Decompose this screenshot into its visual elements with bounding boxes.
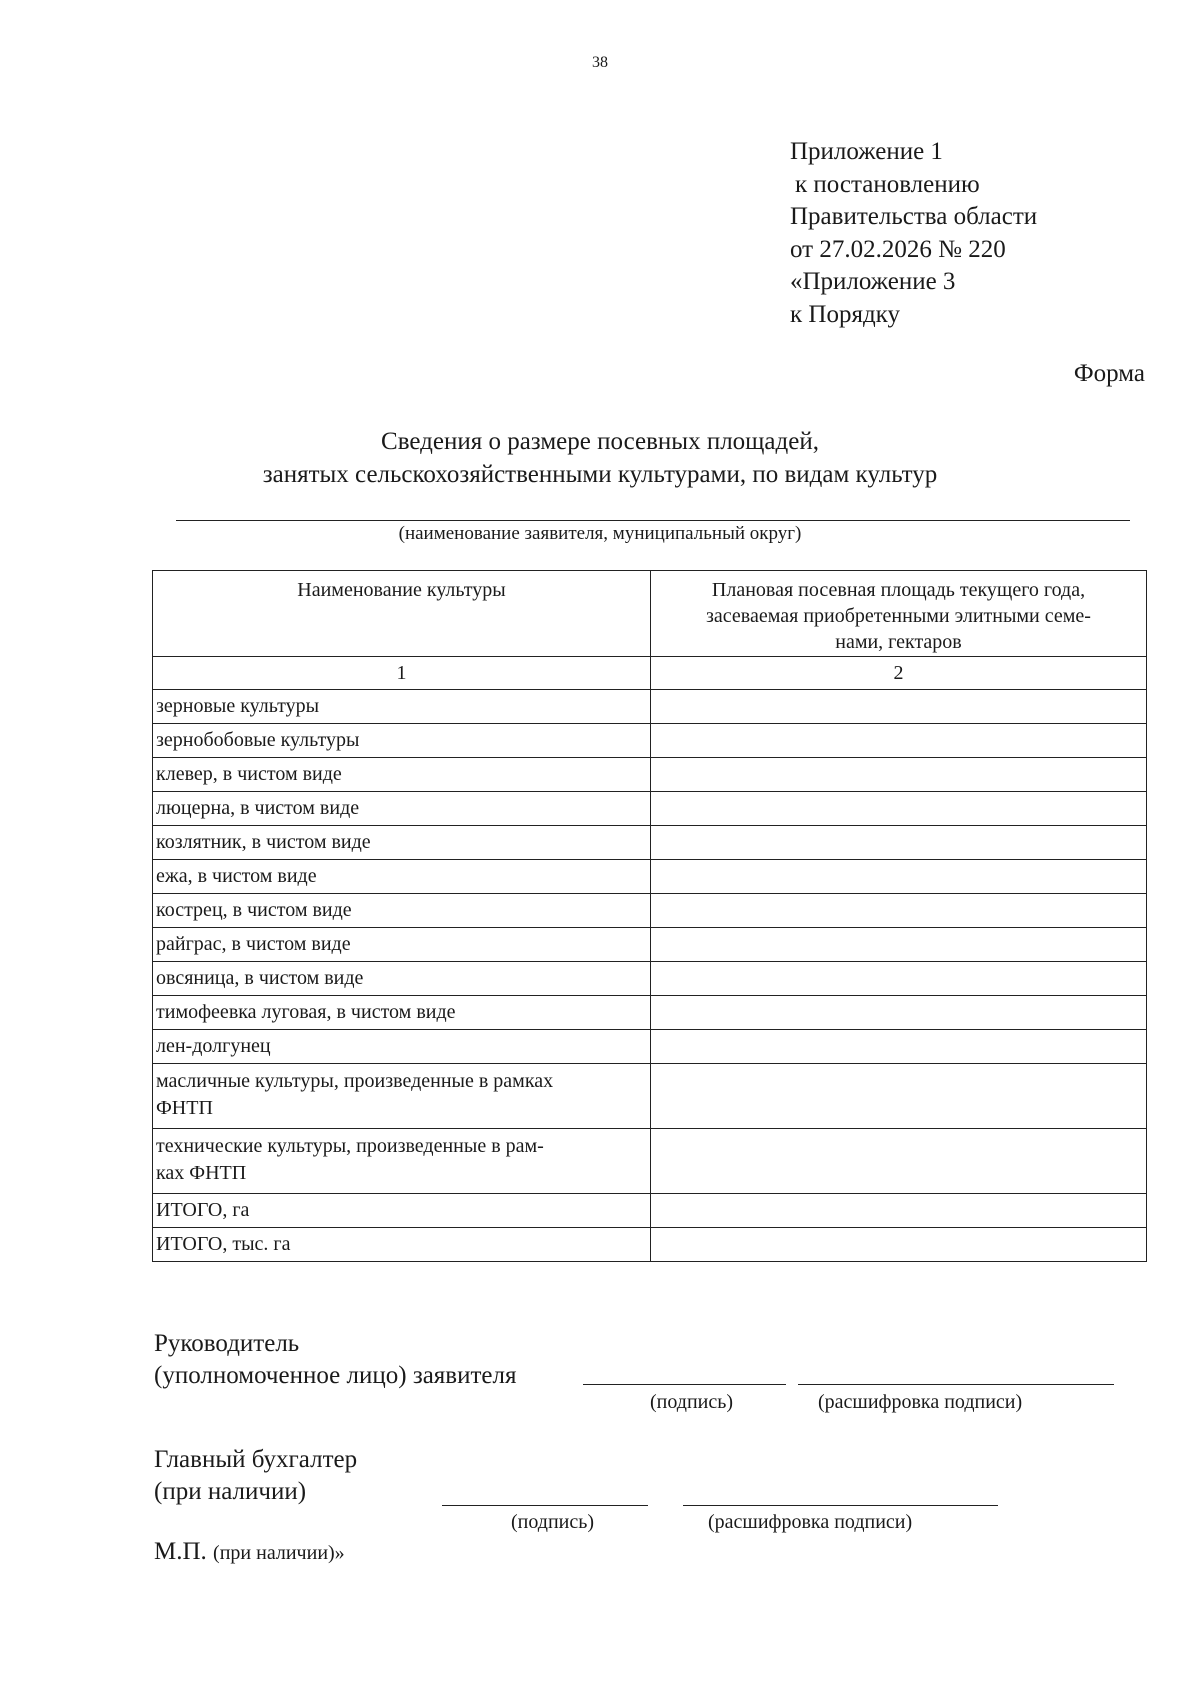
crops-table — [152, 570, 1147, 1262]
appendix-line-5: «Приложение 3 — [790, 268, 956, 295]
stamp-place — [154, 1538, 345, 1566]
stamp-label: М.П. — [154, 1538, 207, 1565]
crop-name-technical — [153, 1129, 651, 1194]
col-header-line-2: засеваемая приобретенными элитными семе- — [706, 605, 1091, 627]
form-label: Форма — [1073, 360, 1145, 387]
area-cell[interactable] — [651, 894, 1147, 928]
col-header-crop-name: Наименование культуры — [153, 571, 651, 657]
title-line-1: Сведения о размере посевных площадей, — [381, 428, 819, 455]
head-decoding-line[interactable] — [798, 1384, 1114, 1385]
head-signature-caption: (подпись) — [650, 1391, 734, 1413]
area-cell[interactable] — [651, 690, 1147, 724]
title-line-2: занятых сельскохозяйственными культурами, по видам культур — [262, 461, 938, 488]
accountant-label-line-2: (при наличии) — [154, 1478, 307, 1505]
applicant-name-line[interactable] — [176, 520, 1130, 521]
col-header-planned-area — [651, 571, 1147, 657]
stamp-note: (при наличии)» — [213, 1542, 345, 1564]
crop-name: козлятник, в чистом виде — [153, 826, 651, 860]
accountant-signature-caption: (подпись) — [511, 1511, 595, 1533]
crop-name: лен-долгунец — [153, 1030, 651, 1064]
area-cell[interactable] — [651, 792, 1147, 826]
area-cell[interactable] — [651, 996, 1147, 1030]
document-title — [0, 425, 1200, 491]
area-cell[interactable] — [651, 1030, 1147, 1064]
area-cell[interactable] — [651, 962, 1147, 996]
head-label-line-1: Руководитель — [154, 1330, 300, 1357]
accountant-decoding-caption: (расшифровка подписи) — [708, 1511, 913, 1533]
appendix-line-3: Правительства области — [790, 203, 1038, 230]
crop-name-oilseeds — [153, 1064, 651, 1129]
technical-line-2: ках ФНТП — [156, 1162, 247, 1184]
head-label-line-2: (уполномоченное лицо) заявителя — [154, 1362, 517, 1389]
area-cell[interactable] — [651, 1129, 1147, 1194]
appendix-line-2: к постановлению — [795, 170, 980, 198]
area-cell[interactable] — [651, 928, 1147, 962]
crop-name: клевер, в чистом виде — [153, 758, 651, 792]
crop-name: зерновые культуры — [153, 690, 651, 724]
col-number-1: 1 — [153, 657, 651, 690]
col-number-2: 2 — [651, 657, 1147, 690]
technical-line-1: технические культуры, произведенные в рам- — [156, 1135, 544, 1157]
crop-name: кострец, в чистом виде — [153, 894, 651, 928]
applicant-caption: (наименование заявителя, муниципальный округ) — [398, 523, 802, 544]
accountant-signature-line[interactable] — [442, 1505, 648, 1506]
appendix-line-6: к Порядку — [790, 300, 900, 328]
crop-name: овсяница, в чистом виде — [153, 962, 651, 996]
total-tha-cell[interactable] — [651, 1228, 1147, 1262]
crop-name: зернобобовые культуры — [153, 724, 651, 758]
area-cell[interactable] — [651, 724, 1147, 758]
head-signature-block — [154, 1328, 516, 1392]
crop-name: тимофеевка луговая, в чистом виде — [153, 996, 651, 1030]
appendix-block — [790, 136, 1037, 331]
page-number: 38 — [592, 54, 608, 71]
col-header-line-3: нами, гектаров — [835, 631, 962, 653]
col-header-line-1: Плановая посевная площадь текущего года, — [711, 579, 1086, 601]
oilseeds-line-1: масличные культуры, произведенные в рамках — [156, 1070, 554, 1092]
total-ha-cell[interactable] — [651, 1194, 1147, 1228]
crop-name: люцерна, в чистом виде — [153, 792, 651, 826]
area-cell[interactable] — [651, 860, 1147, 894]
crop-name: ежа, в чистом виде — [153, 860, 651, 894]
appendix-line-4: от 27.02.2026 № 220 — [790, 235, 1006, 263]
total-ha-label: ИТОГО, га — [153, 1194, 651, 1228]
crop-name: райграс, в чистом виде — [153, 928, 651, 962]
accountant-decoding-line[interactable] — [683, 1505, 998, 1506]
oilseeds-line-2: ФНТП — [156, 1097, 213, 1119]
head-decoding-caption: (расшифровка подписи) — [818, 1391, 1023, 1413]
area-cell[interactable] — [651, 1064, 1147, 1129]
accountant-label-line-1: Главный бухгалтер — [154, 1446, 358, 1473]
area-cell[interactable] — [651, 758, 1147, 792]
area-cell[interactable] — [651, 826, 1147, 860]
head-signature-line[interactable] — [583, 1384, 786, 1385]
accountant-signature-block — [154, 1444, 357, 1508]
appendix-line-1: Приложение 1 — [790, 138, 943, 165]
total-tha-label: ИТОГО, тыс. га — [153, 1228, 651, 1262]
